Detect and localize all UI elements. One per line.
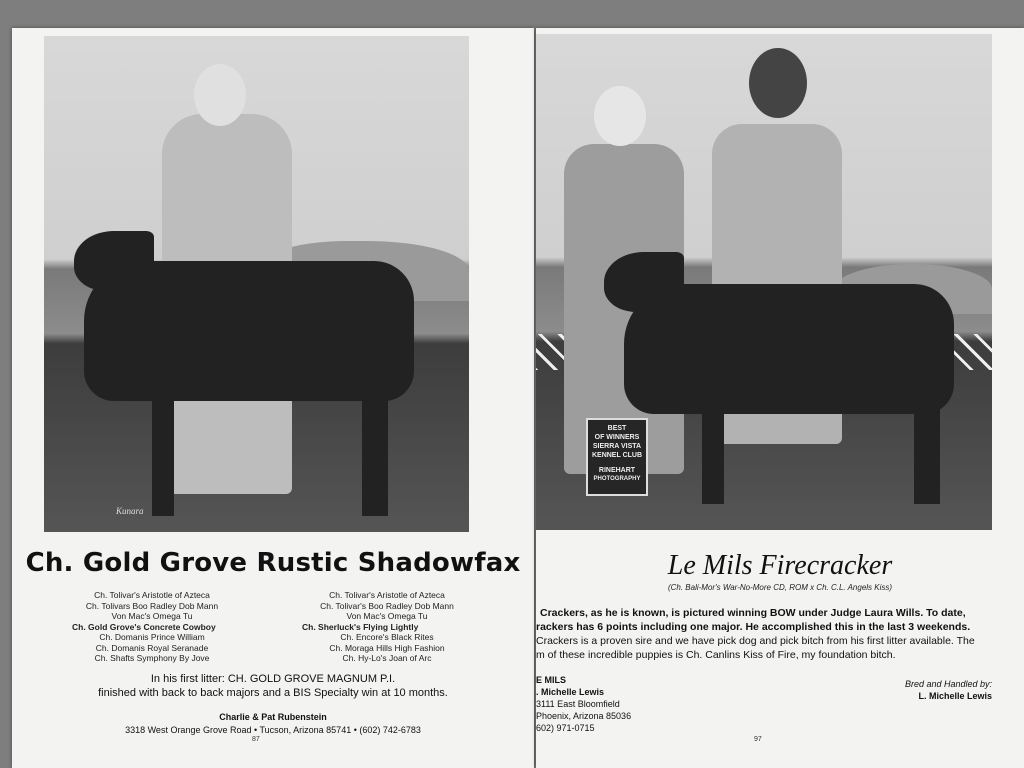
- pedigree-entry: Ch. Tolivar's Aristotle of Azteca: [94, 590, 210, 600]
- dog-hind-leg: [914, 394, 940, 504]
- pedigree-entry: Ch. Gold Grove's Concrete Cowboy: [72, 621, 216, 632]
- left-page: [12, 28, 534, 768]
- pedigree-entry: Ch. Tolivar's Aristotle of Azteca: [329, 590, 445, 600]
- phone-number: 602) 971-0715: [536, 723, 595, 733]
- breeder-name: L. Michelle Lewis: [918, 691, 992, 701]
- pedigree-sire-side: [72, 590, 232, 664]
- dog-parentage: (Ch. Bali-Mor's War-No-More CD, ROM x Ch. C.L. Angels Kiss): [667, 583, 893, 592]
- photo-signature: Kunara: [116, 506, 144, 516]
- dog-front-leg: [702, 394, 724, 504]
- best-of-winners-sign: [586, 418, 648, 496]
- kennel-contact: [536, 674, 631, 734]
- dog-title: Le Mils Firecracker: [667, 550, 893, 581]
- bred-label: Bred and Handled by:: [904, 679, 992, 689]
- litter-line-2: finished with back to back majors and a BIS Specialty win at 10 months.: [98, 687, 448, 699]
- pedigree-entry: Ch. Domanis Royal Seranade: [95, 642, 209, 653]
- woman-left-head: [594, 86, 646, 146]
- street-address: 3111 East Bloomfield: [536, 699, 620, 709]
- pedigree-entry: Ch. Shafts Symphony By Jove: [94, 653, 210, 663]
- handler-with-dog-photo: [44, 36, 469, 532]
- sign-line: PHOTOGRAPHY: [593, 476, 641, 482]
- handlers-with-dog-photo: [536, 34, 992, 530]
- dog-head: [74, 231, 154, 291]
- owner-name: . Michelle Lewis: [536, 687, 605, 697]
- sign-line: SIERRA VISTA: [592, 443, 642, 450]
- litter-line-1: In his first litter: CH. GOLD GROVE MAGNUM P.I.: [150, 673, 396, 685]
- litter-announcement: [12, 672, 534, 700]
- pedigree-entry: Ch. Sherluck's Flying Lightly: [302, 621, 419, 632]
- sign-line: BEST: [607, 425, 627, 432]
- owner-address: 3318 West Orange Grove Road • Tucson, Arizona 85741 • (602) 742-6783: [125, 725, 421, 735]
- pedigree-entry: Ch. Moraga Hills High Fashion: [329, 642, 445, 653]
- dog-front-leg: [152, 376, 174, 516]
- owner-name: Charlie & Pat Rubenstein: [219, 712, 327, 722]
- pedigree-entry: Von Mac's Omega Tu: [111, 611, 193, 621]
- sign-line: RINEHART: [598, 467, 636, 474]
- sign-line: OF WINNERS: [594, 434, 640, 441]
- pedigree-entry: Ch. Hy-Lo's Joan of Arc: [342, 653, 432, 663]
- description-line: m of these incredible puppies is Ch. Canlins Kiss of Fire, my foundation bitch.: [536, 649, 896, 661]
- pedigree-dam-side: [302, 590, 472, 664]
- dog-title: Ch. Gold Grove Rustic Shadowfax: [25, 548, 521, 578]
- kennel-name: E MILS: [536, 675, 567, 685]
- dog-hind-leg: [362, 376, 388, 516]
- sign-line: KENNEL CLUB: [591, 452, 643, 459]
- handler-head: [194, 64, 246, 126]
- description-text: [536, 606, 1006, 662]
- dog-head: [604, 252, 684, 312]
- description-line: Crackers is a proven sire and we have pick dog and pick bitch from his first litter available. The: [536, 635, 975, 647]
- pedigree-entry: Von Mac's Omega Tu: [346, 611, 428, 621]
- owner-contact: [12, 711, 534, 737]
- pedigree-entry: Ch. Tolivars Boo Radley Dob Mann: [85, 600, 219, 611]
- description-line: rackers has 6 points including one major. He accomplished this in the last 3 weekends.: [536, 621, 971, 633]
- description-line: Crackers, as he is known, is pictured winning BOW under Judge Laura Wills. To date,: [540, 607, 966, 619]
- woman-right-head: [749, 48, 807, 118]
- pedigree-entry: Ch. Domanis Prince William: [99, 632, 205, 642]
- right-page: [536, 28, 1024, 768]
- pedigree-entry: Ch. Encore's Black Rites: [340, 632, 434, 642]
- city-address: Phoenix, Arizona 85036: [536, 711, 632, 721]
- page-number: 97: [754, 736, 762, 743]
- pedigree-entry: Ch. Tolivar's Boo Radley Dob Mann: [320, 600, 454, 611]
- bred-by: [872, 678, 992, 702]
- page-number: 87: [252, 736, 260, 743]
